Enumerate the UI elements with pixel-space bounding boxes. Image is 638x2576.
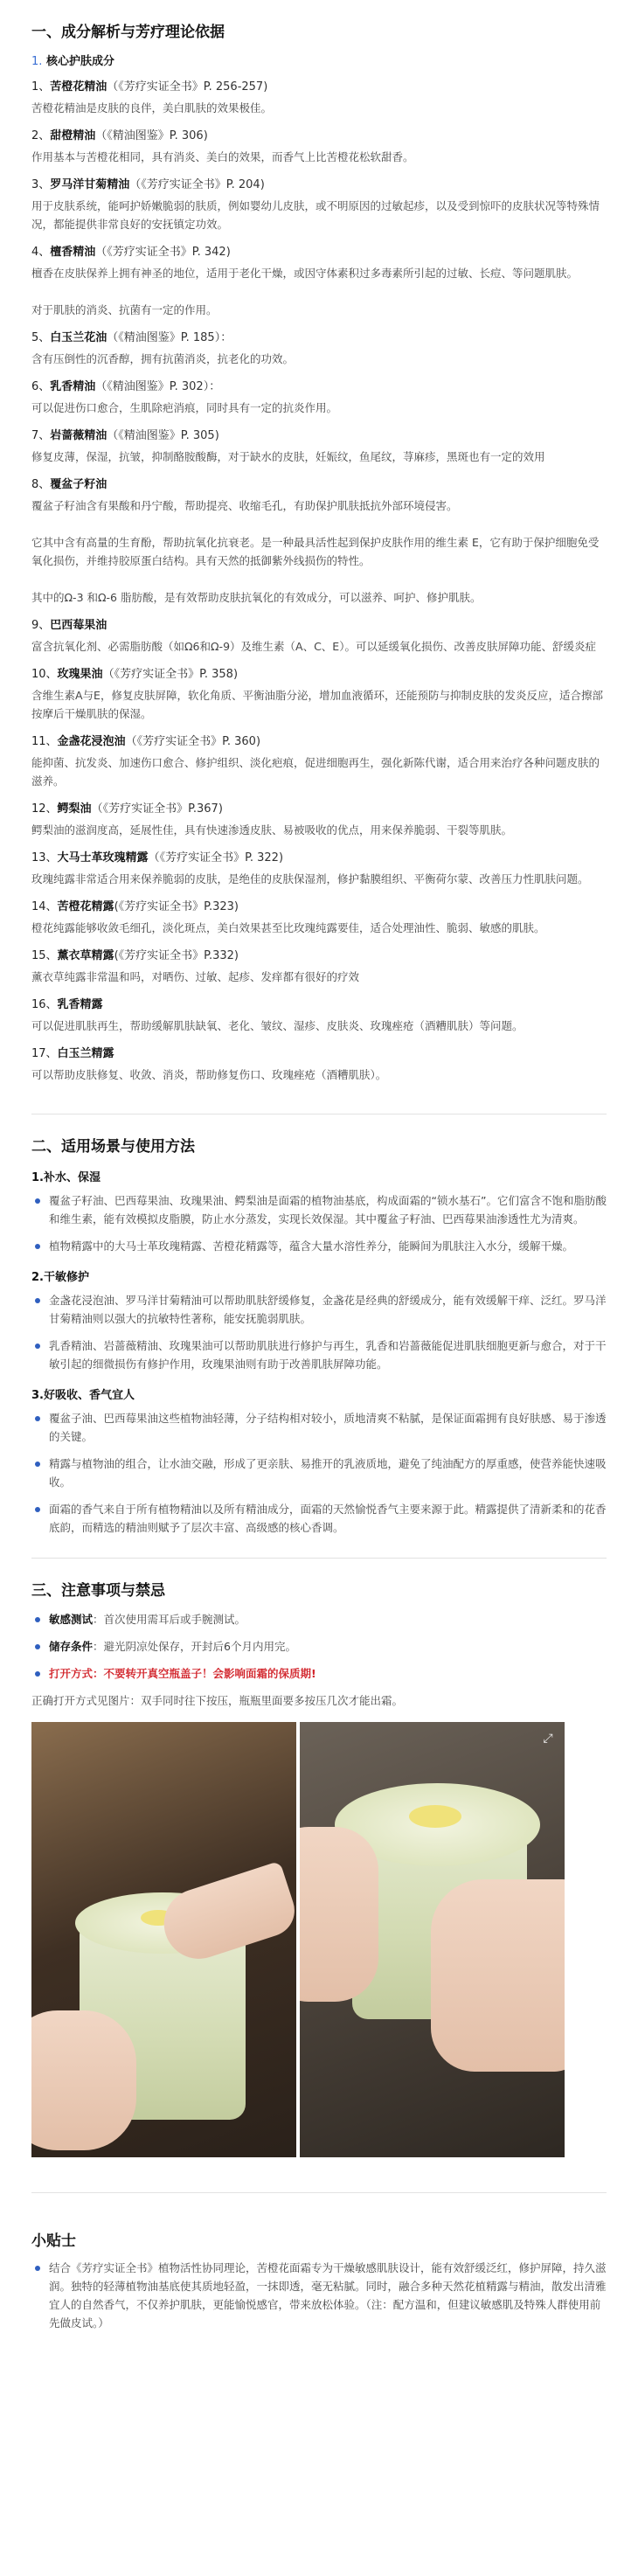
- ingredient-reference: （《芳疗实证全书》P. 256-257): [107, 80, 268, 94]
- ingredient-title: [31, 427, 607, 444]
- ingredient-reference: （《芳疗实证全书》P. 204): [129, 178, 265, 191]
- ingredient-number: 2、: [31, 129, 51, 142]
- ingredient-number: 6、: [31, 380, 51, 393]
- ingredient-number: 1、: [31, 80, 51, 94]
- ingredient-title: [31, 177, 607, 193]
- ingredient-description: 橙花纯露能够收敛毛细孔，淡化斑点，美白效果甚至比玫瑰纯露要佳，适合处理油性、脆弱、敏感的肌肤。: [31, 921, 545, 934]
- ingredient-number: 8、: [31, 478, 51, 491]
- usage-bullet: 金盏花浸泡油、罗马洋甘菊精油可以帮助肌肤舒缓修复，金盏花是经典的舒缓成分，能有效缓解干痒、泛红。罗马洋甘菊精油则以强大的抗敏特性著称，能安抚脆弱肌肤。: [31, 1291, 607, 1328]
- ingredient-description: 覆盆子籽油含有果酸和丹宁酸，帮助提亮、收缩毛孔，有助保护肌肤抵抗外部环境侵害。 它其中含有高量的生育酚，帮助抗氧化抗衰老。是一种最具活性起到保护皮肤作用的维生素 E，它有助于保护细胞免受氧化损伤，并维持胶原蛋白结构。具有天然的抵御紫外线损伤的特性。 其中的Ω-3 和Ω-6 脂肪酸，是有效帮助皮肤抗氧化的有效成分，可以滋养、呵护、修护肌肤。: [31, 499, 600, 604]
- note-item: [31, 1610, 607, 1628]
- ingredient-list: [31, 79, 607, 1084]
- note-item: [31, 1664, 607, 1683]
- ingredient-number: 14、: [31, 900, 58, 913]
- ingredient-title: [31, 128, 607, 144]
- ingredient-reference: （《芳疗实证全书》P. 358): [102, 668, 239, 681]
- ingredient-name: 覆盆子籽油: [50, 478, 107, 491]
- ingredient-name: 玫瑰果油: [57, 668, 103, 681]
- note-warning: 打开方式：不要转开真空瓶盖子！会影响面霜的保质期!: [49, 1667, 316, 1680]
- ingredient-number: 10、: [31, 668, 58, 681]
- ingredient-reference: （《芳疗实证全书》P. 322): [148, 851, 284, 864]
- ingredient-name: 白玉兰精露: [57, 1047, 114, 1060]
- usage-group-title: 2.干敏修护: [31, 1271, 89, 1284]
- ingredient-number: 7、: [31, 429, 51, 442]
- ingredient-title: [31, 801, 607, 817]
- notes-list: [31, 1610, 607, 1683]
- ingredient-title: [31, 617, 607, 634]
- ingredient-description: 含维生素A与E，修复皮肤屏障，软化角质、平衡油脂分泌，增加血液循环，还能预防与抑制皮肤的发炎反应，适合擦部按摩后干燥肌肤的保湿。: [31, 689, 603, 720]
- ingredient-name: 罗马洋甘菊精油: [50, 178, 130, 191]
- ingredient-number: 12、: [31, 802, 58, 816]
- ingredient-number: 17、: [31, 1047, 58, 1060]
- ingredient-name: 大马士革玫瑰精露: [57, 851, 149, 864]
- ingredient-description: 含有压倒性的沉香醇，拥有抗菌消炎，抗老化的功效。: [31, 352, 295, 365]
- ingredient-name: 乳香精油: [50, 380, 96, 393]
- tips-list: [31, 2259, 607, 2332]
- usage-bullet: 覆盆子籽油、巴西莓果油、玫瑰果油、鳄梨油是面霜的植物油基底，构成面霜的“锁水基石”。它们富含不饱和脂肪酸和维生素，能有效模拟皮脂膜，防止水分蒸发，实现长效保湿。其中覆盆子籽油、巴西莓果油渗透性尤为清爽。: [31, 1191, 607, 1228]
- ingredient-name: 檀香精油: [50, 246, 96, 259]
- ingredient-reference: （《芳疗实证全书》P.367): [91, 802, 223, 816]
- section-title: 二、适用场景与使用方法: [31, 1138, 195, 1156]
- ingredient-title: [31, 79, 607, 95]
- ingredient-number: 3、: [31, 178, 51, 191]
- ingredient-title: [31, 899, 607, 915]
- ingredient-reference: （《芳疗实证全书》P. 342): [95, 246, 231, 259]
- usage-groups: [31, 1168, 607, 1537]
- ingredient-title: [31, 378, 607, 395]
- usage-bullets: [31, 1409, 607, 1537]
- ingredient-title: [31, 244, 607, 260]
- ingredient-name: 甜橙精油: [50, 129, 96, 142]
- ingredient-name: 金盏花浸泡油: [57, 735, 126, 748]
- usage-bullets: [31, 1191, 607, 1255]
- note-key: 储存条件: [49, 1640, 94, 1653]
- ingredient-description: 作用基本与苦橙花相同，具有消炎、美白的效果，而香气上比苦橙花松软甜香。: [31, 150, 414, 163]
- ingredient-description: 用于皮肤系统，能呵护娇嫩脆弱的肤质，例如婴幼儿皮肤，或不明原因的过敏起疹，以及受到惊吓的皮肤状况等特殊情况，都能提供非常良好的安抚镇定功效。: [31, 199, 600, 231]
- tips-title: 小贴士: [31, 2232, 76, 2250]
- photo-jar-press-left: [31, 1722, 296, 2157]
- ingredient-description: 薰衣草纯露非常温和吗，对晒伤、过敏、起疹、发痒都有很好的疗效: [31, 970, 360, 983]
- ingredient-number: 16、: [31, 998, 58, 1011]
- ingredient-name: 巴西莓果油: [50, 619, 107, 632]
- ingredient-number: 5、: [31, 331, 51, 344]
- note-text: ：避光阴凉处保存，开封后6个月内用完。: [93, 1640, 296, 1653]
- ingredient-title: [31, 996, 607, 1013]
- open-hint: 正确打开方式见图片：双手同时往下按压，瓶瓶里面要多按压几次才能出霜。: [31, 1694, 404, 1707]
- usage-bullet: 精露与植物油的组合，让水油交融，形成了更亲肤、易推开的乳液质地，避免了纯油配方的厚重感，使营养能快速吸收。: [31, 1455, 607, 1491]
- ingredient-description: 檀香在皮肤保养上拥有神圣的地位，适用于老化干燥，或因守体素积过多毒素所引起的过敏、长痘、等问题肌肤。 对于肌肤的消炎、抗菌有一定的作用。: [31, 267, 579, 316]
- ingredient-title: [31, 476, 607, 493]
- usage-bullet: 覆盆子油、巴西莓果油这些植物油轻薄，分子结构相对较小，质地清爽不粘腻，是保证面霜拥有良好肤感、易于渗透的关键。: [31, 1409, 607, 1446]
- ingredient-description: 可以促进伤口愈合，生肌除疤消痕，同时具有一定的抗炎作用。: [31, 401, 338, 414]
- core-label: 核心护肤成分: [45, 55, 114, 68]
- ingredient-name: 鳄梨油: [57, 802, 92, 816]
- ingredient-name: 乳香精露: [57, 998, 103, 1011]
- expand-icon[interactable]: ⤢: [543, 1732, 553, 1746]
- ingredient-reference: (《芳疗实证全书》P.332): [114, 949, 239, 962]
- ingredient-reference: (《芳疗实证全书》P.323): [114, 900, 239, 913]
- ingredient-name: 白玉兰花油: [50, 331, 107, 344]
- ingredient-description: 能抑菌、抗发炎、加速伤口愈合、修护组织、淡化疤痕，促进细胞再生，强化新陈代谢，适合用来治疗各种问题皮肤的滋养。: [31, 756, 600, 788]
- note-text: ：首次使用需耳后或手腕测试。: [93, 1613, 246, 1626]
- core-ingredients-title: [31, 52, 607, 68]
- ingredient-number: 15、: [31, 949, 58, 962]
- usage-group-title: 3.好吸收、香气宜人: [31, 1389, 135, 1402]
- ingredient-name: 苦橙花精油: [50, 80, 107, 94]
- ingredient-description: 修复皮薄，保湿，抗皱，抑制酪胺酸酶，对于缺水的皮肤，妊娠纹，鱼尾纹，荨麻疹，黑斑也有一定的效用: [31, 450, 545, 463]
- ingredient-title: [31, 1045, 607, 1062]
- ingredient-title: [31, 666, 607, 683]
- ingredient-reference: （《芳疗实证全书》P. 360): [125, 735, 261, 748]
- ingredient-reference: （《精油图鉴》P. 302）：: [95, 380, 221, 393]
- note-item: [31, 1637, 607, 1656]
- ingredient-title: [31, 330, 607, 346]
- ingredient-name: 苦橙花精露: [57, 900, 114, 913]
- ingredient-reference: （《精油图鉴》P. 185）：: [107, 331, 232, 344]
- usage-bullet: 面霜的香气来自于所有植物精油以及所有精油成分，面霜的天然愉悦香气主要来源于此。精露提供了清新柔和的花香底韵，而精选的精油则赋予了层次丰富、高级感的核心香调。: [31, 1500, 607, 1537]
- ingredient-number: 13、: [31, 851, 58, 864]
- ingredient-description: 苦橙花精油是皮肤的良伴，美白肌肤的效果极佳。: [31, 101, 273, 115]
- ingredient-number: 4、: [31, 246, 51, 259]
- demo-images: [31, 1722, 565, 2157]
- section-title: 三、注意事项与禁忌: [31, 1582, 165, 1600]
- ingredient-description: 玫瑰纯露非常适合用来保养脆弱的皮肤，是绝佳的皮肤保湿剂，修护黏膜组织、平衡荷尔蒙、改善压力性肌肤问题。: [31, 872, 589, 885]
- ingredient-name: 薰衣草精露: [57, 949, 114, 962]
- ingredient-number: 9、: [31, 619, 51, 632]
- section-title: 一、成分解析与芳疗理论依据: [31, 24, 225, 41]
- usage-bullet: 植物精露中的大马士革玫瑰精露、苦橙花精露等，蕴含大量水溶性养分，能瞬间为肌肤注入水分，缓解干燥。: [31, 1237, 607, 1255]
- ingredient-description: 富含抗氧化剂、必需脂肪酸（如Ω6和Ω-9）及维生素（A、C、E）。可以延缓氧化损伤、改善皮肤屏障功能、舒缓炎症: [31, 640, 596, 653]
- ingredient-title: [31, 850, 607, 866]
- ingredient-title: [31, 733, 607, 750]
- ingredient-reference: （《精油图鉴》P. 306): [95, 129, 208, 142]
- ingredient-number: 11、: [31, 735, 58, 748]
- usage-group-title: 1.补水、保湿: [31, 1171, 101, 1184]
- ingredient-title: [31, 948, 607, 964]
- usage-bullet: 乳香精油、岩蔷薇精油、玫瑰果油可以帮助肌肤进行修护与再生，乳香和岩蔷薇能促进肌肤细胞更新与愈合，对于干敏引起的细微损伤有修护作用，玫瑰果油则有助于改善肌肤屏障功能。: [31, 1337, 607, 1373]
- ingredient-name: 岩蔷薇精油: [50, 429, 107, 442]
- photo-jar-press-right: [300, 1722, 565, 2157]
- note-key: 敏感测试: [49, 1613, 94, 1626]
- ingredient-description: 可以帮助皮肤修复、收敛、消炎，帮助修复伤口、玫瑰痤疮（酒糟肌肤）。: [31, 1068, 387, 1081]
- ingredient-description: 鳄梨油的滋润度高，延展性佳，具有快速渗透皮肤、易被吸收的优点，用来保养脆弱、干裂等肌肤。: [31, 823, 513, 837]
- usage-bullets: [31, 1291, 607, 1373]
- tips-bullet: 结合《芳疗实证全书》植物活性协同理论，苦橙花面霜专为干燥敏感肌肤设计，能有效舒缓泛红，修护屏障，持久滋润。独特的轻薄植物油基底使其质地轻盈，一抹即透，毫无粘腻。同时，融合多种天然花植精露与精油，散发出清雅宜人的自然香气，不仅养护肌肤，更能愉悦感官，带来放松体验。（注：配方温和，但建议敏感肌及特殊人群使用前先做皮试。）: [31, 2259, 607, 2332]
- ingredient-reference: （《精油图鉴》P. 305): [107, 429, 219, 442]
- ingredient-description: 可以促进肌肤再生，帮助缓解肌肤缺氧、老化、皱纹、湿疹、皮肤炎、玫瑰痤疮（酒糟肌肤）等问题。: [31, 1019, 524, 1032]
- core-number: 1.: [31, 55, 43, 68]
